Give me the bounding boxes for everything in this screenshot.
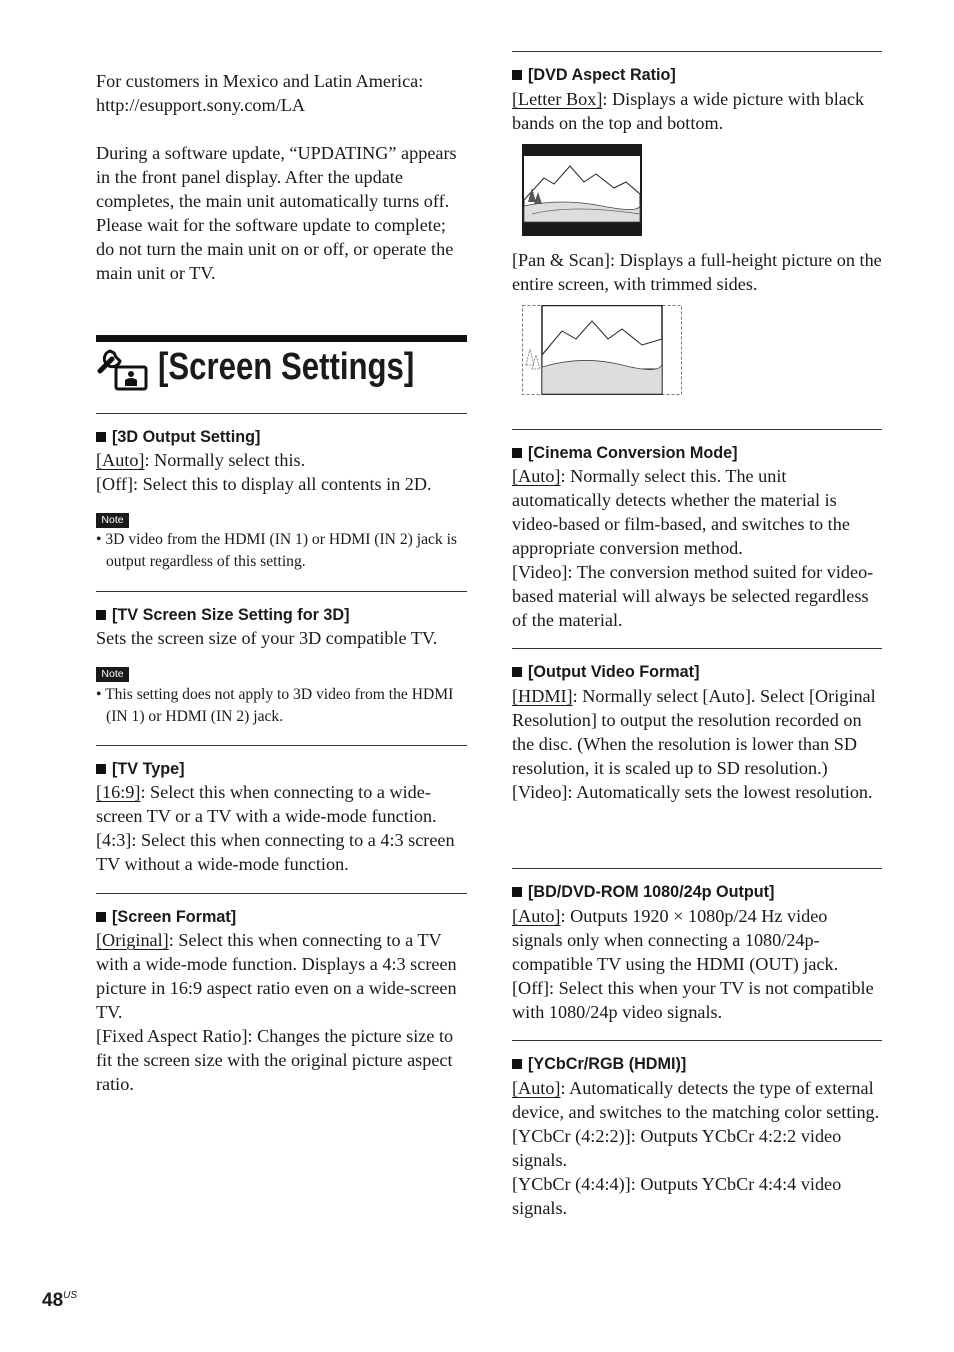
note-text: • This setting does not apply to 3D video from the HDMI (IN 1) or HDMI (IN 2) jack. [96, 686, 454, 725]
setting-body-output-video-format: [HDMI]: Normally select [Auto]. Select [Original Resolution] to output the resolution recorded on the disc. (When the resolution is lower than SD resolution, it is scaled up to SD resolution.) [Video]: Automatically sets the lowest resolution. [512, 686, 876, 802]
section-title [96, 342, 467, 392]
default-option: [Auto] [96, 450, 145, 470]
option-name: [Video] [512, 562, 568, 582]
option-name: [Off] [96, 474, 134, 494]
setting-heading-1080-24p: [BD/DVD-ROM 1080/24p Output] [512, 882, 882, 902]
divider [96, 893, 467, 894]
square-bullet-icon [96, 432, 106, 442]
divider [96, 413, 467, 414]
square-bullet-icon [512, 70, 522, 80]
letter-box-illustration [522, 144, 642, 236]
setting-body-tv-type: [16:9]: Select this when connecting to a wide-screen TV or a TV with a wide-mode function. [4:3]: Select this when connecting to a 4:3 screen TV without a wide-mode function. [96, 782, 455, 874]
square-bullet-icon [96, 912, 106, 922]
setting-heading-3d-output: [3D Output Setting] [96, 427, 467, 447]
default-option: [Original] [96, 930, 169, 950]
option-name: [YCbCr (4:4:4)] [512, 1174, 631, 1194]
divider [96, 745, 467, 746]
section-title-text: [Screen Settings] [158, 346, 415, 388]
setting-body-pan-scan: [Pan & Scan]: Displays a full-height picture on the entire screen, with trimmed sides. [512, 250, 882, 294]
setting-body-screen-format: [Original]: Select this when connecting to a TV with a wide-mode function. Displays a 4:3 screen picture in 16:9 aspect ratio even on a wide-screen TV. [Fixed Aspect Ratio]: Changes the picture size to fit the screen size with the original picture aspect ratio. [96, 930, 457, 1094]
setting-body-cinema-conversion: [Auto]: Normally select this. The unit automatically detects whether the material is video-based or film-based, and switches to the appropriate conversion method. [Video]: The conversion method suited for video-based material will always be selected regardless of the material. [512, 466, 874, 630]
square-bullet-icon [512, 667, 522, 677]
divider [512, 868, 882, 869]
intro-region-line: For customers in Mexico and Latin America: http://esupport.sony.com/LA [96, 71, 424, 115]
setting-body-3d-output: [Auto]: Normally select this. [Off]: Select this to display all contents in 2D. [96, 450, 432, 494]
square-bullet-icon [512, 1059, 522, 1069]
divider [512, 1040, 882, 1041]
setting-heading-tv-screen-size: [TV Screen Size Setting for 3D] [96, 605, 467, 625]
wrench-tv-settings-icon [96, 345, 152, 391]
divider [96, 591, 467, 592]
note-text: • 3D video from the HDMI (IN 1) or HDMI (IN 2) jack is output regardless of this setting. [96, 531, 458, 570]
setting-heading-cinema-conversion: [Cinema Conversion Mode] [512, 443, 882, 463]
default-option: [HDMI] [512, 686, 573, 706]
setting-heading-tv-type: [TV Type] [96, 759, 467, 779]
option-name: [YCbCr (4:2:2)] [512, 1126, 631, 1146]
default-option: [Auto] [512, 466, 561, 486]
note-badge: Note [96, 667, 129, 682]
divider [512, 51, 882, 52]
divider [512, 429, 882, 430]
divider [512, 648, 882, 649]
setting-heading-ycbcr-rgb: [YCbCr/RGB (HDMI)] [512, 1054, 882, 1074]
default-option: [16:9] [96, 782, 141, 802]
default-option: [Auto] [512, 1078, 561, 1098]
setting-heading-dvd-aspect-ratio: [DVD Aspect Ratio] [512, 65, 882, 85]
square-bullet-icon [512, 448, 522, 458]
square-bullet-icon [96, 764, 106, 774]
setting-heading-screen-format: [Screen Format] [96, 907, 467, 927]
page-number: $48^{US}$ [42, 1290, 78, 1311]
setting-body-tv-screen-size: Sets the screen size of your 3D compatible TV. [96, 628, 438, 648]
setting-heading-output-video-format: [Output Video Format] [512, 662, 882, 682]
option-name: [Pan & Scan] [512, 250, 610, 270]
page-number-suffix: US [63, 1290, 78, 1301]
square-bullet-icon [512, 887, 522, 897]
default-option: [Letter Box] [512, 89, 603, 109]
support-url: http://esupport.sony.com/LA [96, 95, 305, 115]
option-name: [4:3] [96, 830, 132, 850]
setting-body-1080-24p: [Auto]: Outputs 1920 × 1080p/24 Hz video signals only when connecting a 1080/24p-compatible TV using the HDMI (OUT) jack. [Off]: Select this when your TV is not compatible with 1080/24p video signals. [512, 906, 874, 1022]
option-name: [Video] [512, 782, 568, 802]
pan-scan-illustration [522, 305, 682, 395]
default-option: [Auto] [512, 906, 561, 926]
update-paragraph: During a software update, “UPDATING” appears in the front panel display. After the update completes, the main unit automatically turns off. Please wait for the software update to complete; do not turn the main unit on or off, or operate the main unit or TV. [96, 143, 457, 283]
section-title-bar [96, 335, 467, 342]
square-bullet-icon [96, 610, 106, 620]
option-name: [Fixed Aspect Ratio] [96, 1026, 248, 1046]
setting-body-ycbcr-rgb: [Auto]: Automatically detects the type of external device, and switches to the matching color setting. [YCbCr (4:2:2)]: Outputs YCbCr 4:2:2 video signals. [YCbCr (4:4:4)]: Outputs YCbCr 4:4:4 video signals. [512, 1078, 880, 1218]
setting-body-letter-box: [Letter Box]: Displays a wide picture with black bands on the top and bottom. [512, 89, 865, 133]
note-badge: Note [96, 513, 129, 528]
option-name: [Off] [512, 978, 550, 998]
